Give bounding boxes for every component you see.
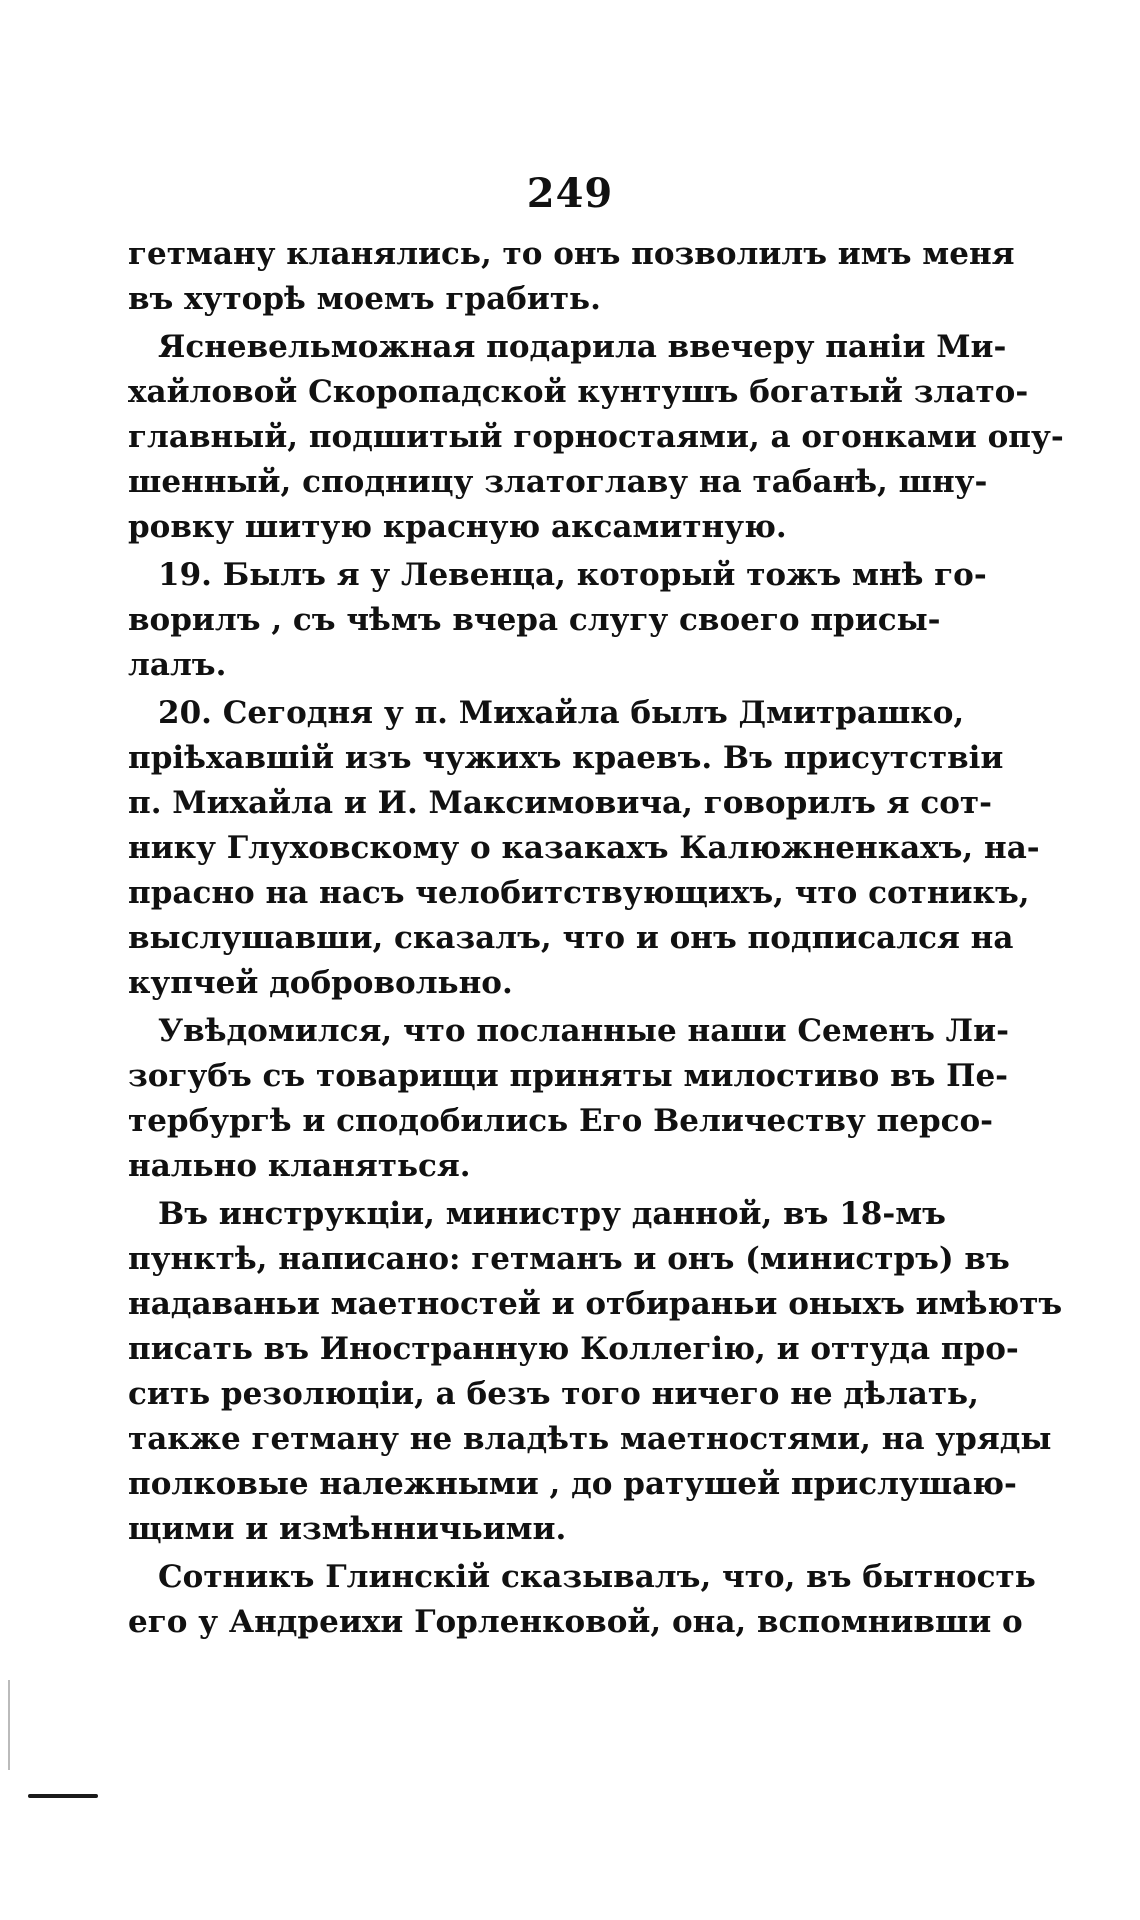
text-line: тербургѣ и сподобились Его Величеству персо- xyxy=(128,1103,994,1139)
text-line: Увѣдомился, что посланные наши Семенъ Ли- xyxy=(158,1013,1009,1049)
text-line: сить резолюціи, а безъ того ничего не дѣлать, xyxy=(128,1376,979,1412)
text-line: полковые належными , до ратушей прислушаю- xyxy=(128,1466,1017,1502)
text-line: ровку шитую красную аксамитную. xyxy=(128,509,787,545)
text-line: Сотникъ Глинскій сказывалъ, что, въ бытность xyxy=(158,1559,1036,1595)
text-line: Ясневельможная подарила ввечеру паніи Ми- xyxy=(158,329,1007,365)
text-line: гетману кланялись, то онъ позволилъ имъ меня xyxy=(128,236,1015,272)
text-line: ворилъ , съ чѣмъ вчера слугу своего присы- xyxy=(128,602,941,638)
text-line: нально кланяться. xyxy=(128,1148,471,1184)
text-line: щими и измѣнничьими. xyxy=(128,1511,567,1547)
text-line: шенный, сподницу златоглаву на табанѣ, шну- xyxy=(128,464,988,500)
text-line: 19. Былъ я у Левенца, который тожъ мнѣ го- xyxy=(158,557,987,593)
text-line: его у Андреихи Горленковой, она, вспомнивши о xyxy=(128,1604,1023,1640)
text-line: также гетману не владѣть маетностями, на уряды xyxy=(128,1421,1052,1457)
text-line: лалъ. xyxy=(128,647,227,683)
page-number: 249 xyxy=(526,170,614,217)
text-line: главный, подшитый горностаями, а огонками опу- xyxy=(128,419,1064,455)
text-line: писать въ Иностранную Коллегію, и оттуда про- xyxy=(128,1331,1019,1367)
text-line: прасно на насъ челобитствующихъ, что сотникъ, xyxy=(128,875,1030,911)
body-text xyxy=(128,232,1064,1645)
text-line: выслушавши, сказалъ, что и онъ подписался на xyxy=(128,920,1014,956)
text-line: п. Михайла и И. Максимовича, говорилъ я сот- xyxy=(128,785,993,821)
text-line: въ хуторѣ моемъ грабить. xyxy=(128,281,601,317)
text-line: пунктѣ, написано: гетманъ и онъ (министръ) въ xyxy=(128,1241,1010,1277)
text-line: хайловой Скоропадской кунтушъ богатый злато- xyxy=(128,374,1029,410)
text-line: купчей добровольно. xyxy=(128,965,513,1001)
bottom-rule xyxy=(28,1794,98,1798)
margin-mark xyxy=(8,1680,10,1770)
text-line: надаваньи маетностей и отбираньи оныхъ имѣютъ xyxy=(128,1286,1063,1322)
text-line: 20. Сегодня у п. Михайла былъ Дмитрашко, xyxy=(158,695,965,731)
text-line: нику Глуховскому о казакахъ Калюжненкахъ, на- xyxy=(128,830,1040,866)
text-line: Въ инструкціи, министру данной, въ 18-мъ xyxy=(158,1196,946,1232)
text-line: пріѣхавшій изъ чужихъ краевъ. Въ присутствіи xyxy=(128,740,1004,776)
text-line: зогубъ съ товарищи приняты милостиво въ Пе- xyxy=(128,1058,1009,1094)
